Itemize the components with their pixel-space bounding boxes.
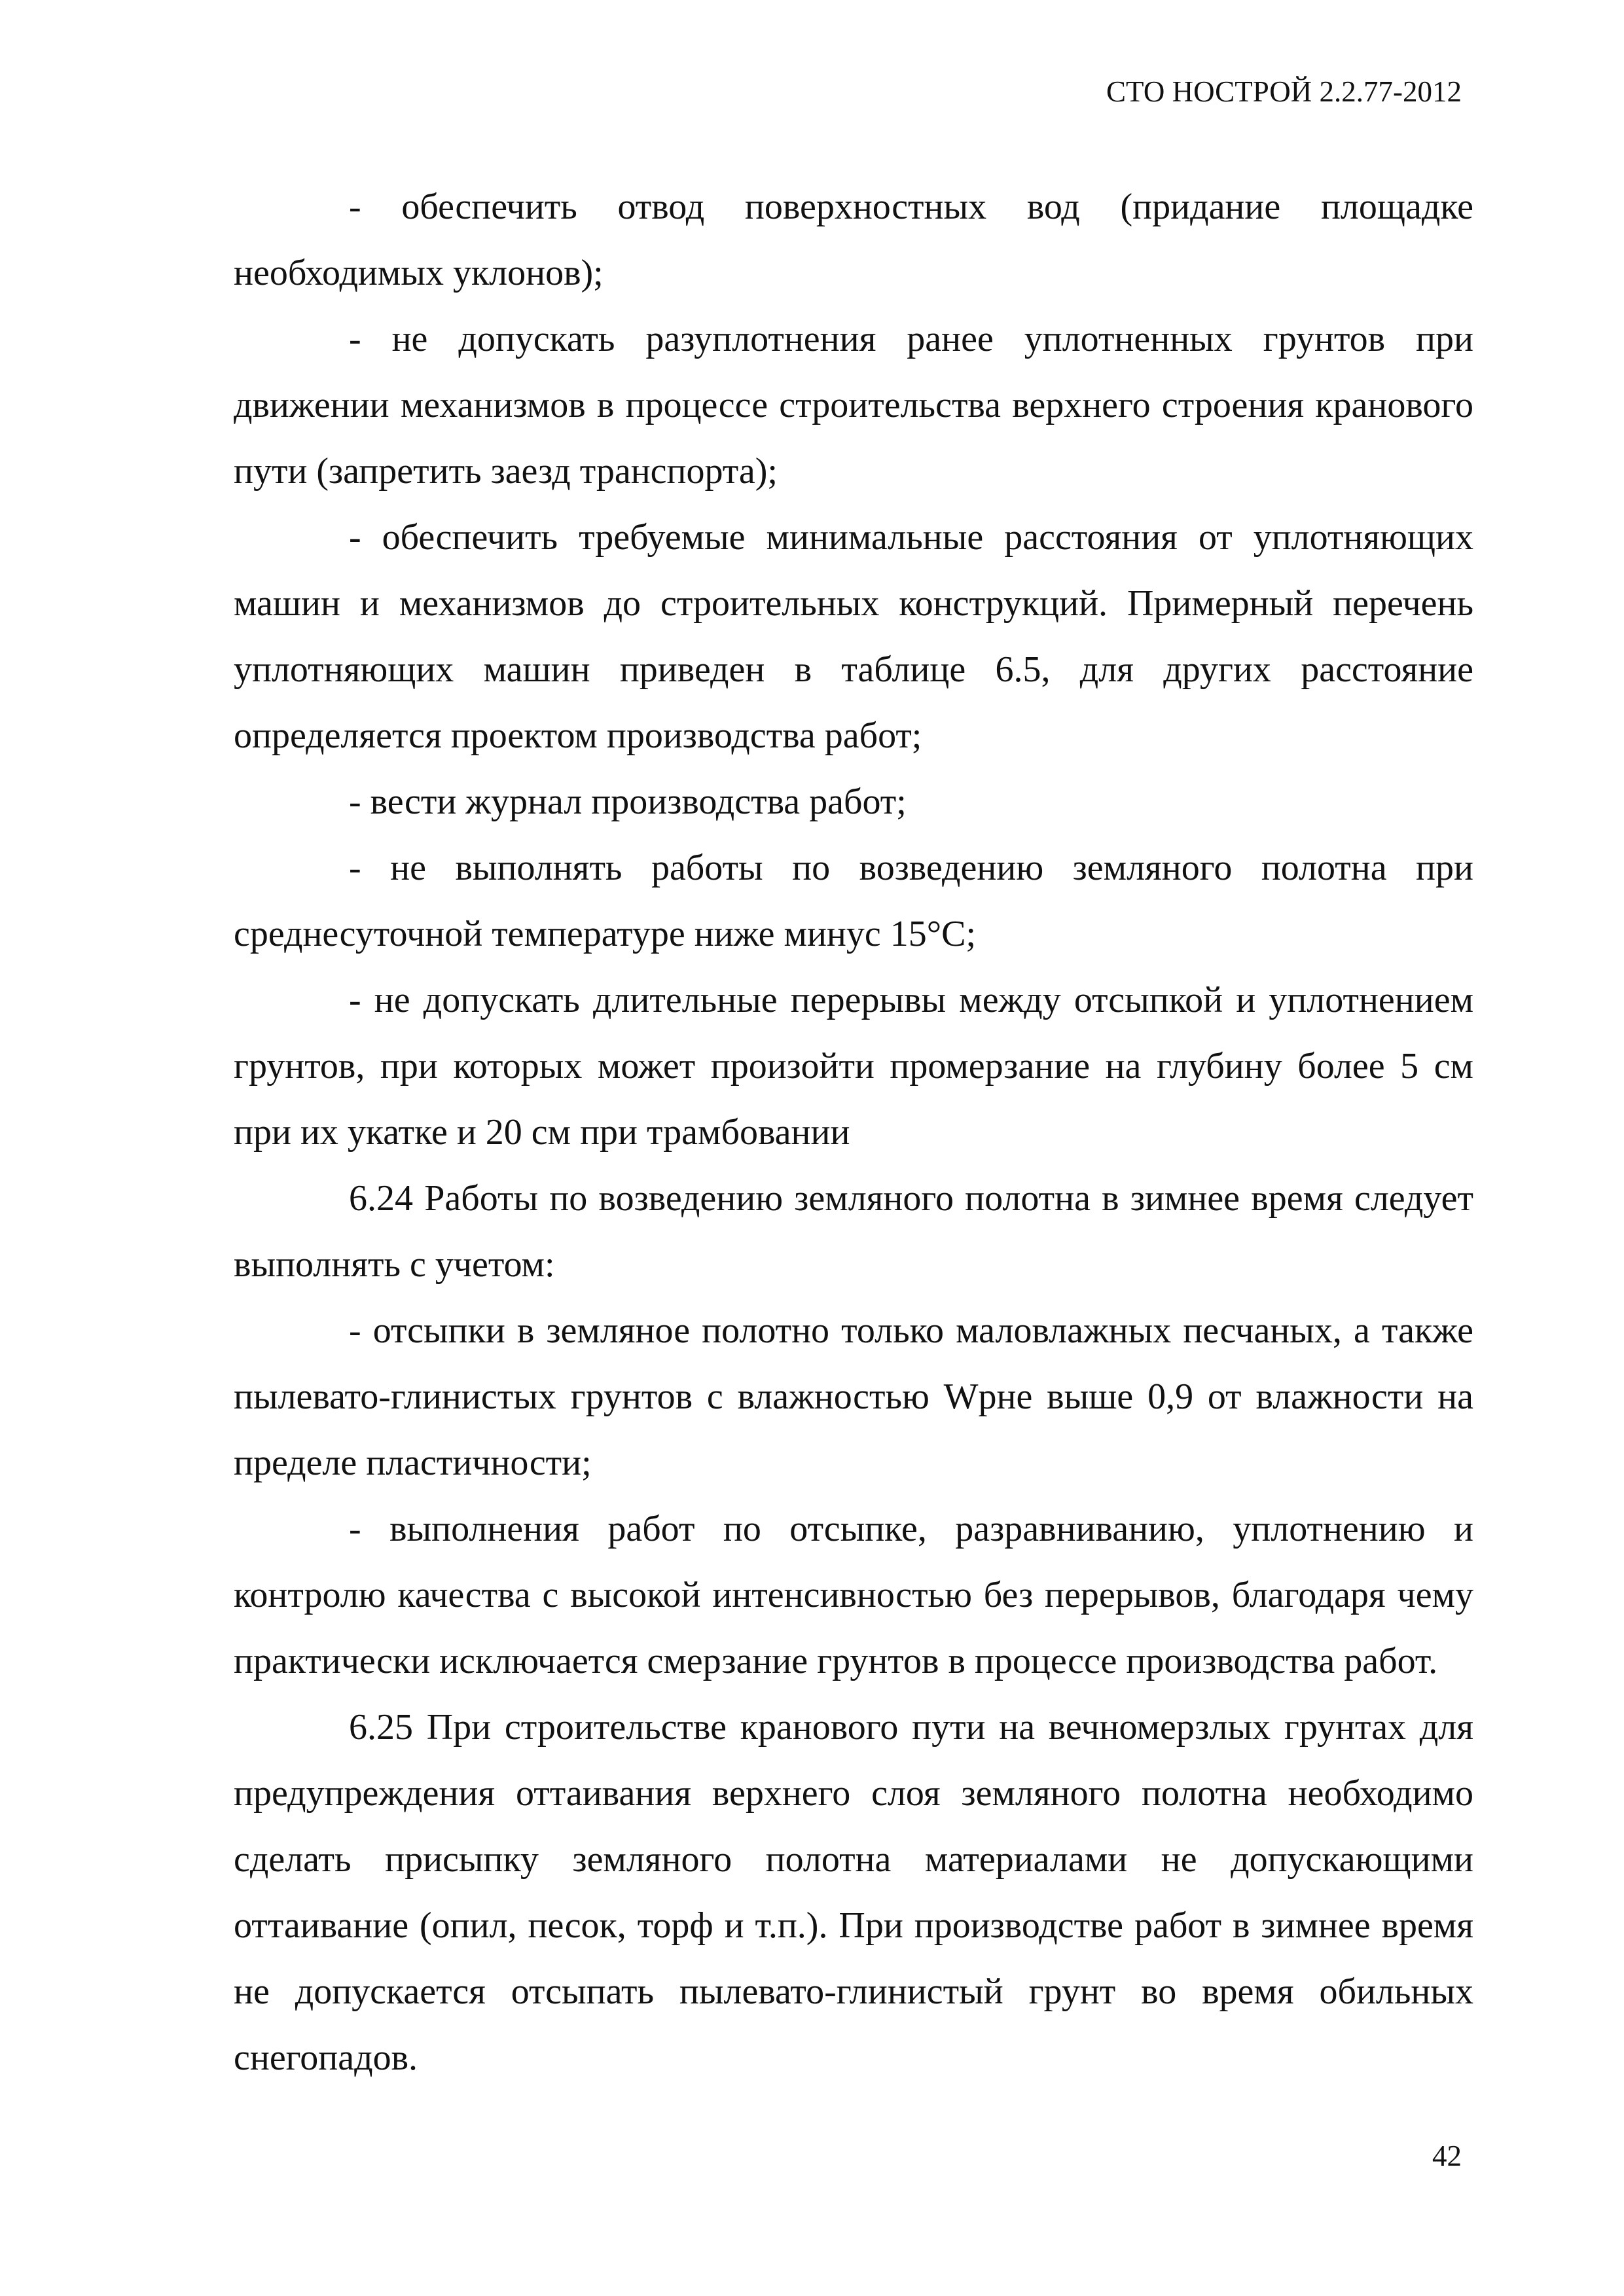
paragraph-no-decompaction: - не допускать разуплотнения ранее уплотненных грунтов при движении механизмов в процессе строительства верхнего строения кранового пути (запретить заезд транспорта); <box>234 319 1473 492</box>
paragraph-section-6-25: 6.25 При строительстве кранового пути на вечномерзлых грунтах для предупреждения оттаивания верхнего слоя земляного полотна необходимо сделать присыпку земляного полотна материалами не допускающими оттаивание (опил, песок, торф и т.п.). При производстве работ в зимнее время не допускается отсыпать пылевато-глинистый грунт во время обильных снегопадов. <box>234 1707 1473 2078</box>
paragraph-min-distances: - обеспечить требуемые минимальные расстояния от уплотняющих машин и механизмов до строительных конструкций. Примерный перечень уплотняющих машин приведен в таблице 6.5, для других расстояние определяется проектом производства работ; <box>234 517 1473 756</box>
paragraph-section-6-24: 6.24 Работы по возведению земляного полотна в зимнее время следует выполнять с учетом: <box>234 1178 1473 1285</box>
document-code-header: СТО НОСТРОЙ 2.2.77-2012 <box>1106 75 1462 108</box>
paragraph-surface-water: - обеспечить отвод поверхностных вод (придание площадке необходимых уклонов); <box>234 187 1473 293</box>
paragraph-high-intensity-work: - выполнения работ по отсыпке, разравниванию, уплотнению и контролю качества с высокой интенсивностью без перерывов, благодаря чему практически исключается смерзание грунтов в процессе производства работ. <box>234 1509 1473 1681</box>
page-body <box>234 174 1473 2091</box>
paragraph-temperature-limit: - не выполнять работы по возведению земляного полотна при среднесуточной температуре ниже минус 15°С; <box>234 848 1473 954</box>
page-number: 42 <box>1432 2140 1462 2172</box>
paragraph-work-log: - вести журнал производства работ; <box>349 781 907 822</box>
paragraph-low-moisture-soils: - отсыпки в земляное полотно только маловлажных песчаных, а также пылевато-глинистых грунтов с влажностью Wрне выше 0,9 от влажности на пределе пластичности; <box>234 1310 1473 1483</box>
paragraph-no-long-breaks: - не допускать длительные перерывы между отсыпкой и уплотнением грунтов, при которых может произойти промерзание на глубину более 5 см при их укатке и 20 см при трамбовании <box>234 980 1473 1153</box>
